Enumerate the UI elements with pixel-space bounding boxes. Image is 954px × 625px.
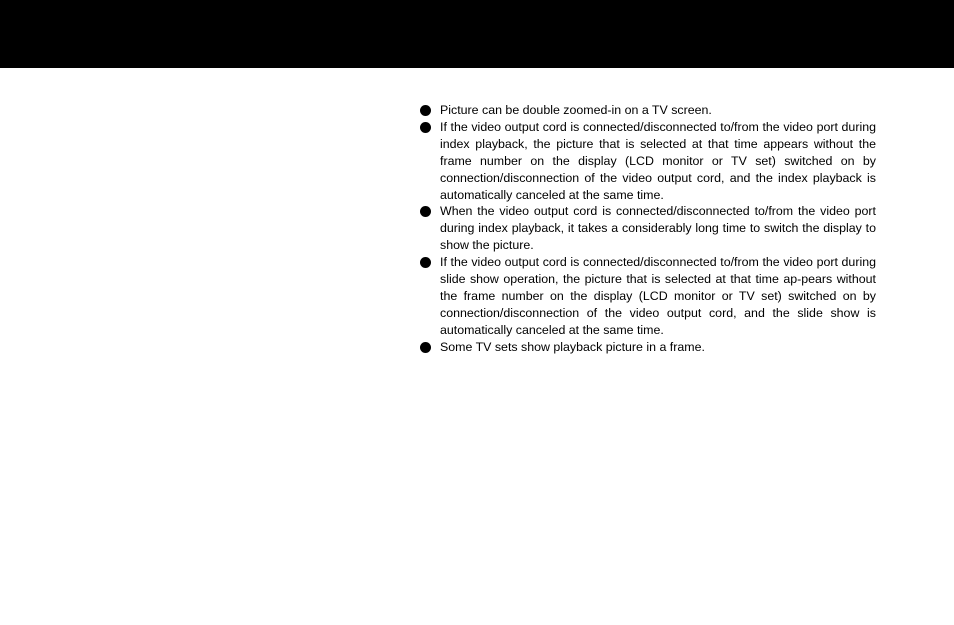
bullet-icon xyxy=(420,342,431,353)
note-text: When the video output cord is connected/disconnected to/from the video port during index playback, it takes a considerably long time to switch the display to show the picture. xyxy=(440,204,876,253)
note-text: If the video output cord is connected/disconnected to/from the video port during slide show operation, the picture that is selected at that time ap-pears without the frame number on the display (LCD monitor or TV set) switched on by connection/disconnection of the video output cord, and the slide show is automatically canceled at the same time. xyxy=(440,255,876,337)
note-item xyxy=(418,102,876,119)
note-text: If the video output cord is connected/disconnected to/from the video port during index playback, the picture that is selected at that time appears without the frame number on the display (LCD monitor or TV set) switched on by connection/disconnection of the video output cord, and the index playback is automatically canceled at the same time. xyxy=(440,119,876,202)
note-text: Some TV sets show playback picture in a frame. xyxy=(440,339,705,354)
bullet-icon xyxy=(420,206,431,217)
notes-list xyxy=(418,102,876,356)
note-item xyxy=(418,203,876,254)
note-item xyxy=(418,339,876,356)
bullet-icon xyxy=(420,122,431,133)
header-bar xyxy=(0,0,954,68)
bullet-icon xyxy=(420,257,431,268)
note-item xyxy=(418,254,876,339)
note-text: Picture can be double zoomed-in on a TV screen. xyxy=(440,103,712,117)
note-item xyxy=(418,119,876,204)
bullet-icon xyxy=(420,105,431,116)
